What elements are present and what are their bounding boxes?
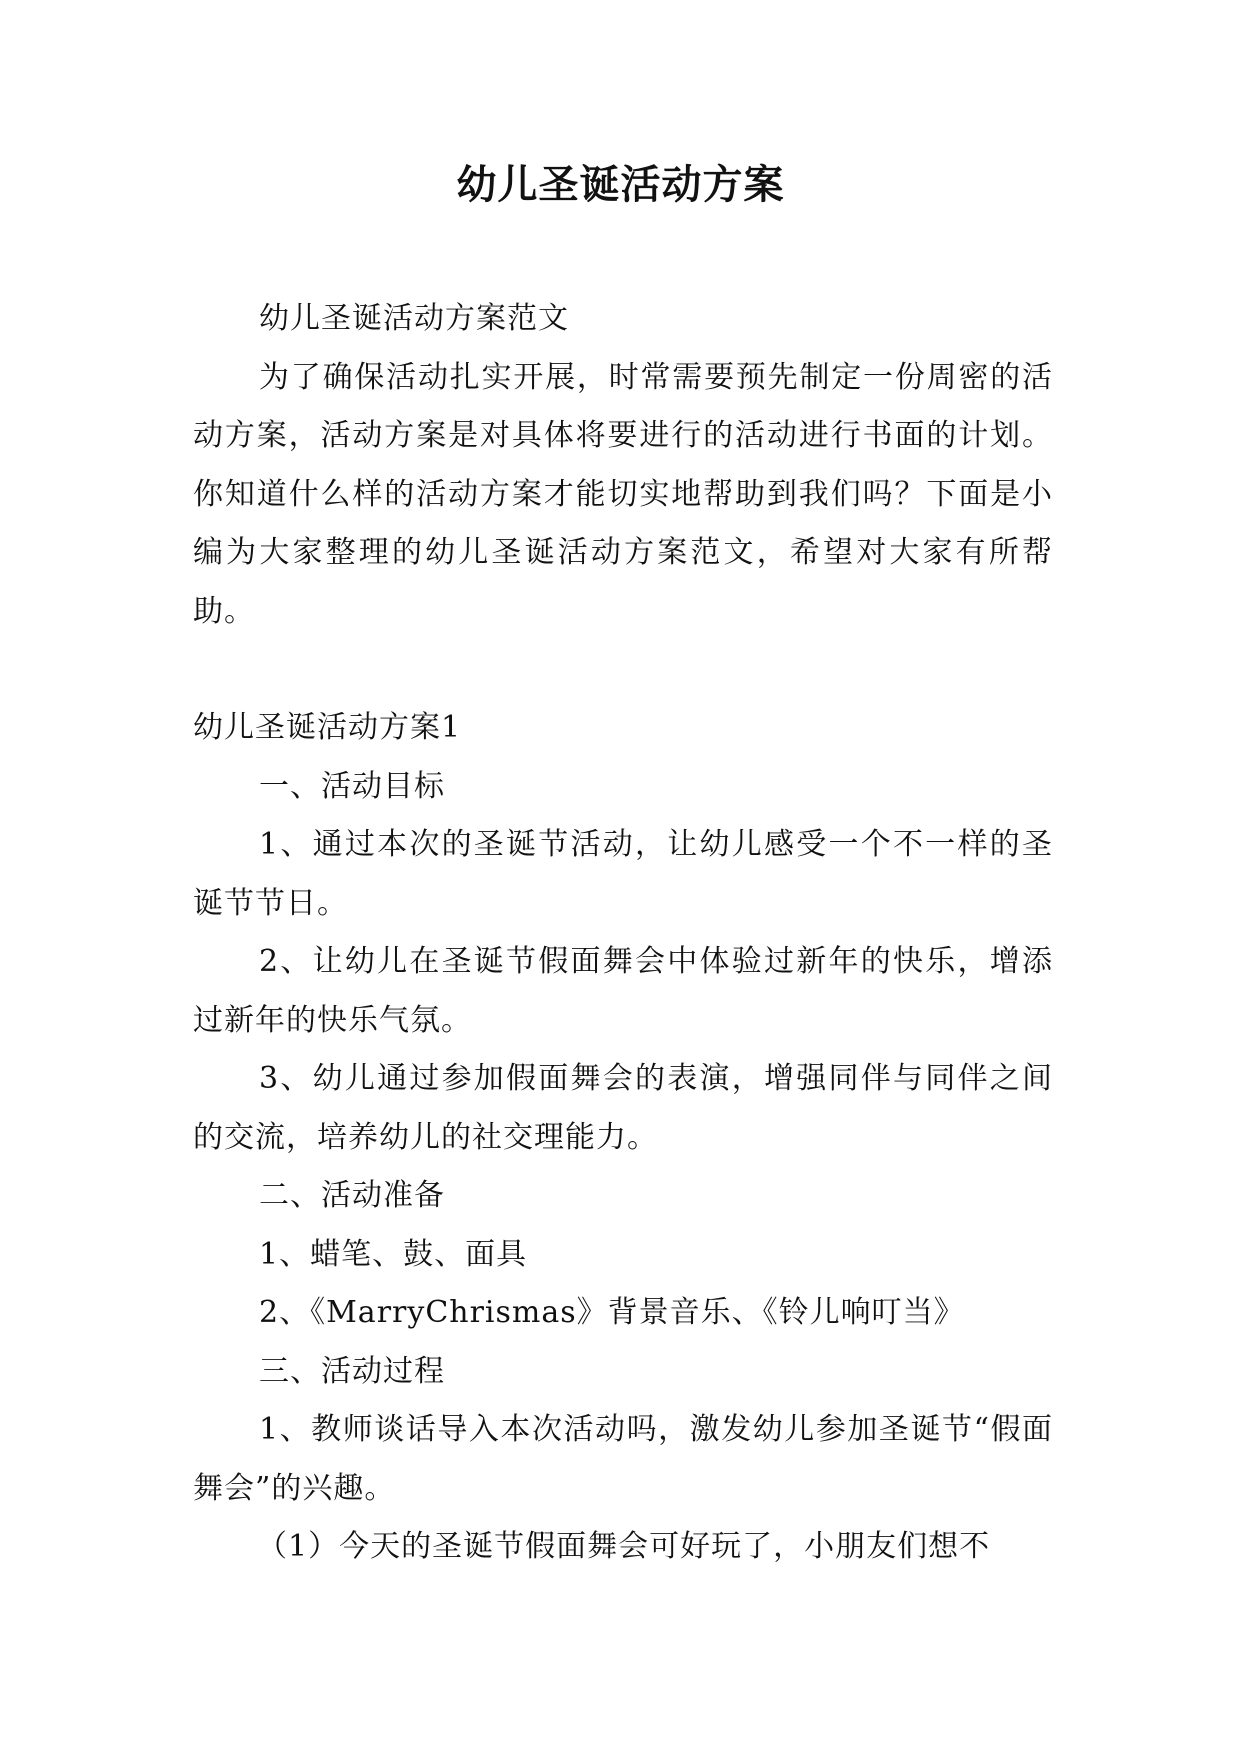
section-title: 幼儿圣诞活动方案1 [193,710,462,745]
paragraph-prep-1: 1、蜡笔、鼓、面具 [259,1236,528,1272]
paragraph-prep-heading: 二、活动准备 [259,1178,445,1213]
paragraph-process-1-1: （1）今天的圣诞节假面舞会可好玩了，小朋友们想不 [257,1529,991,1564]
paragraph-goal-3: 3、幼儿通过参加假面舞会的表演，增强同伴与同伴之间的交流，培养幼儿的社交理能力。 [193,1061,1053,1155]
paragraph-prep-2: 2、《MarryChrismas》背景音乐、《铃儿响叮当》 [259,1295,965,1330]
document-title: 幼儿圣诞活动方案 [456,161,785,208]
paragraph-goal-1: 1、通过本次的圣诞节活动，让幼儿感受一个不一样的圣诞节节日。 [193,827,1053,921]
document-body [193,290,1053,1577]
subtitle: 幼儿圣诞活动方案范文 [259,301,569,336]
intro-paragraph: 为了确保活动扎实开展，时常需要预先制定一份周密的活动方案，活动方案是对具体将要进行的活动进行书面的计划。你知道什么样的活动方案才能切实地帮助到我们吗？下面是小编为大家整理的幼儿圣诞活动方案范文，希望对大家有所帮助。 [193,359,1053,629]
paragraph-process-heading: 三、活动过程 [259,1353,445,1389]
paragraph-process-1: 1、教师谈话导入本次活动吗，激发幼儿参加圣诞节“假面舞会”的兴趣。 [193,1412,1053,1506]
paragraph-goal-2: 2、让幼儿在圣诞节假面舞会中体验过新年的快乐，增添过新年的快乐气氛。 [193,944,1053,1038]
paragraph-gap [193,641,1053,699]
paragraph-goal-heading: 一、活动目标 [259,768,445,804]
